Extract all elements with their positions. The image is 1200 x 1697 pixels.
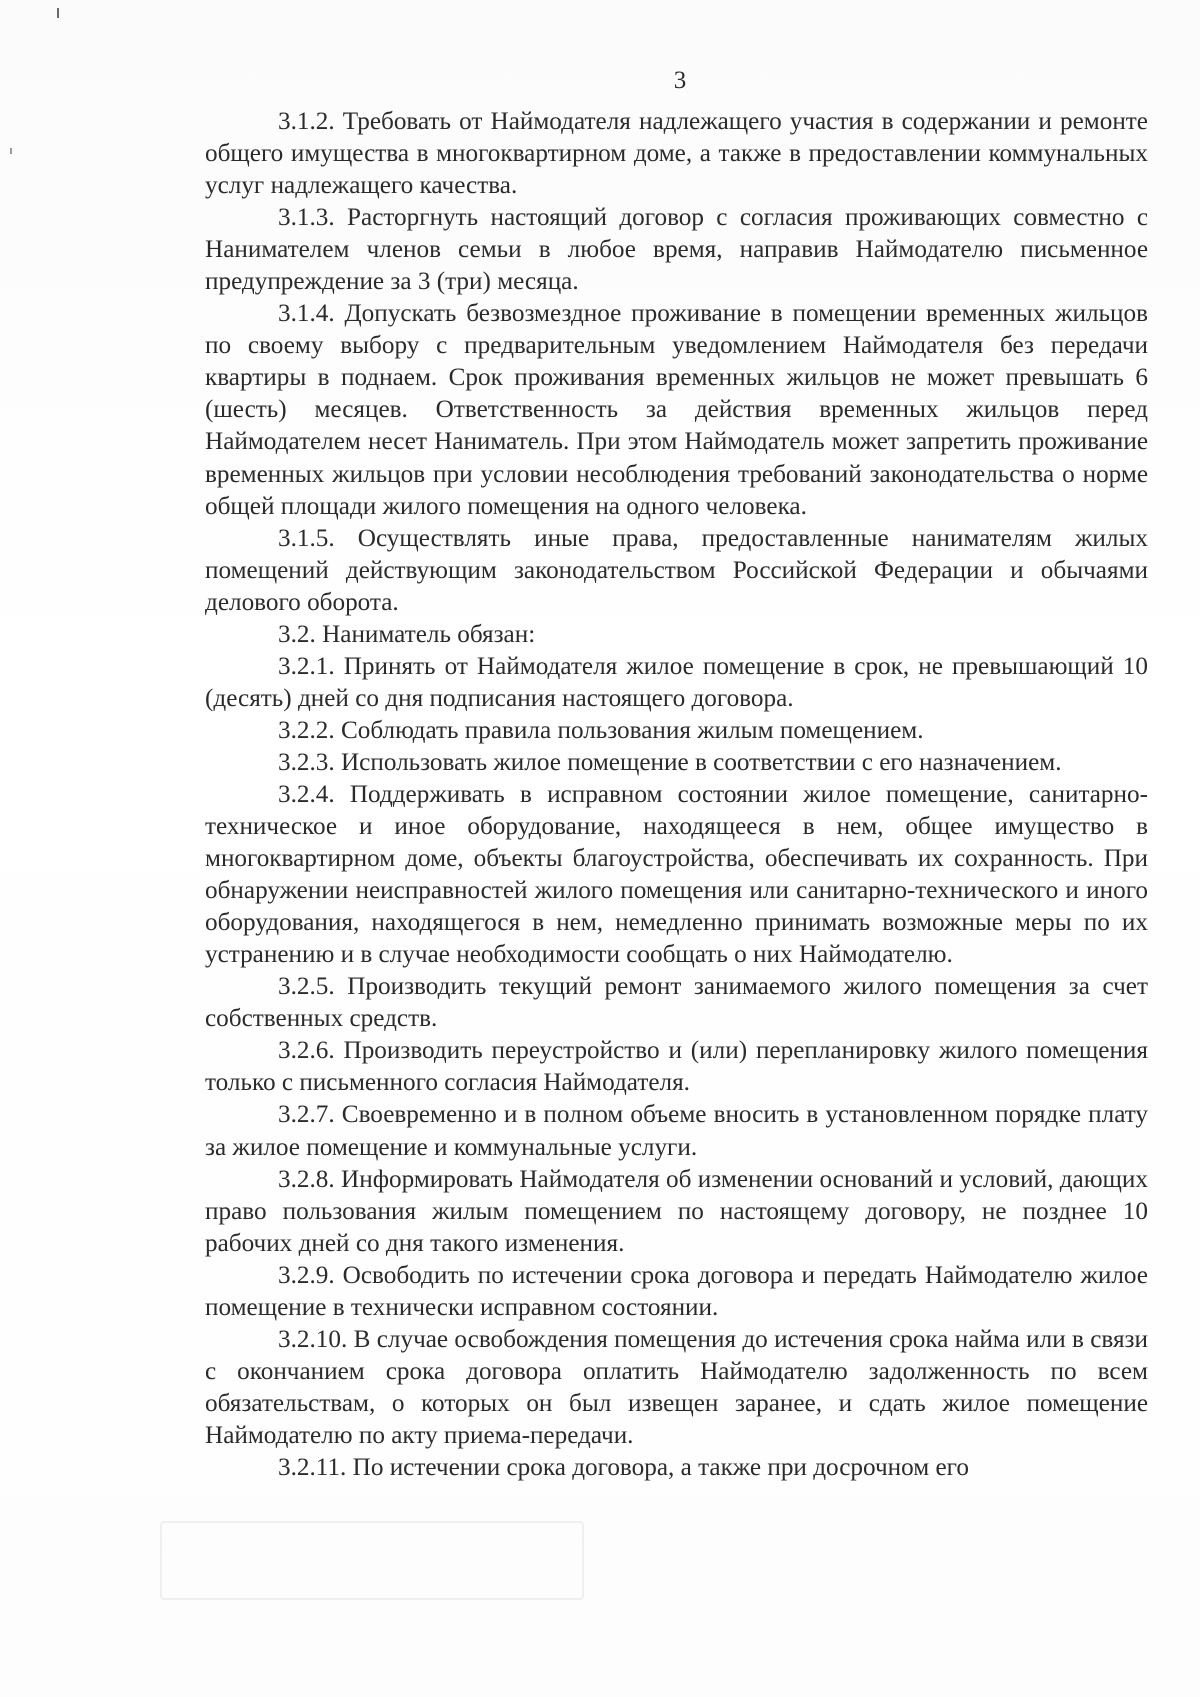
clause-3-2-4: 3.2.4. Поддерживать в исправном состоянии жилое помещение, санитарно-техническое и иное оборудование, находящееся в нем, общее имущество в многоквартирном доме, объекты благоустройства, обеспечивать их сохранность. При обнаружении неисправностей жилого помещения или санитарно-технического и иного оборудования, находящегося в нем, немедленно принимать возможные меры по их устранению и в случае необходимости сообщать о них Наймодателю.: [205, 780, 1148, 969]
clause-3-2-10: 3.2.10. В случае освобождения помещения до истечения срока найма или в связи с окончанием срока договора оплатить Наймодателю задолженность по всем обязательствам, о которых он был извещен заранее, и сдать жилое помещение Наймодателю по акту приема-передачи.: [205, 1325, 1148, 1449]
clause-3-1-4: 3.1.4. Допускать безвозмездное проживание в помещении временных жильцов по своему выбору с предварительным уведомлением Наймодателя без передачи квартиры в поднаем. Срок проживания временных жильцов не может превышать 6 (шесть) месяцев. Ответственность за действия временных жильцов перед Наймодателем несет Наниматель. При этом Наймодатель может запретить проживание временных жильцов при условии несоблюдения требований законодательства о норме общей площади жилого помещения на одного человека.: [205, 300, 1148, 520]
contract-body: [205, 106, 1148, 1484]
clause-3-1-2: 3.1.2. Требовать от Наймодателя надлежащего участия в содержании и ремонте общего имущества в многоквартирном доме, а также в предоставлении коммунальных услуг надлежащего качества.: [205, 108, 1148, 200]
clause-3-2-3: 3.2.3. Использовать жилое помещение в соответствии с его назначением.: [278, 748, 1062, 776]
clause-3-2-7: 3.2.7. Своевременно и в полном объеме вносить в установленном порядке плату за жилое помещение и коммунальные услуги.: [205, 1101, 1148, 1161]
scan-artifact-mark: [57, 8, 59, 18]
clause-3-2-11: 3.2.11. По истечении срока договора, а также при досрочном его: [278, 1453, 969, 1481]
clause-3-2-5: 3.2.5. Производить текущий ремонт занимаемого жилого помещения за счет собственных средств.: [205, 973, 1148, 1033]
clause-3-1-3: 3.1.3. Расторгнуть настоящий договор с согласия проживающих совместно с Нанимателем членов семьи в любое время, направив Наймодателю письменное предупреждение за 3 (три) месяца.: [205, 204, 1148, 296]
page-number: 3: [673, 67, 687, 94]
clause-3-2-6: 3.2.6. Производить переустройство и (или) перепланировку жилого помещения только с письменного согласия Наймодателя.: [205, 1037, 1148, 1097]
clause-3-2-9: 3.2.9. Освободить по истечении срока договора и передать Наймодателю жилое помещение в технически исправном состоянии.: [205, 1261, 1148, 1321]
clause-3-2-1: 3.2.1. Принять от Наймодателя жилое помещение в срок, не превышающий 10 (десять) дней со дня подписания настоящего договора.: [205, 652, 1148, 712]
clause-3-2-heading: 3.2. Наниматель обязан:: [278, 620, 536, 648]
scan-artifact-mark: [10, 148, 12, 154]
clause-3-2-8: 3.2.8. Информировать Наймодателя об изменении оснований и условий, дающих право пользования жилым помещением по настоящему договору, не позднее 10 рабочих дней со дня такого изменения.: [205, 1165, 1148, 1257]
faint-stamp-outline: [160, 1521, 584, 1600]
clause-3-1-5: 3.1.5. Осуществлять иные права, предоставленные нанимателям жилых помещений действующим законодательством Российской Федерации и обычаями делового оборота.: [205, 524, 1148, 616]
clause-3-2-2: 3.2.2. Соблюдать правила пользования жилым помещением.: [278, 716, 924, 744]
